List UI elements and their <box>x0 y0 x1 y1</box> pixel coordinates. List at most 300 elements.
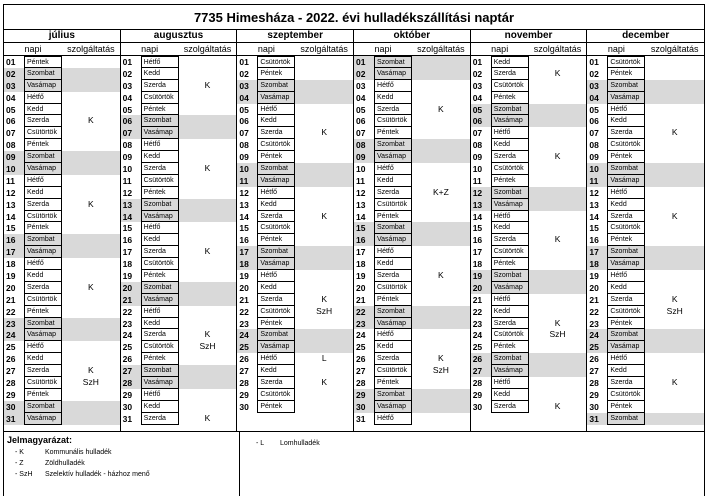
weekday-name: Szerda <box>607 377 645 389</box>
day-row <box>471 234 587 246</box>
service-code <box>62 329 120 341</box>
day-row <box>587 163 704 175</box>
day-number: 09 <box>4 152 24 162</box>
day-row <box>354 389 470 401</box>
day-number: 12 <box>589 187 599 198</box>
service-code <box>412 294 470 306</box>
day-row <box>354 151 470 163</box>
day-number: 13 <box>6 199 16 210</box>
day-row <box>471 294 587 306</box>
service-code <box>62 104 120 116</box>
day-number: 17 <box>472 247 483 258</box>
day-number: 02 <box>472 68 483 79</box>
day-row <box>4 377 120 389</box>
day-number: 01 <box>589 56 599 67</box>
day-row <box>587 270 704 282</box>
weekday-name: Szombat <box>141 115 179 127</box>
legend-item <box>7 469 236 480</box>
service-code <box>62 353 120 365</box>
service-code <box>179 175 237 187</box>
day-number: 15 <box>122 223 133 234</box>
service-code <box>179 282 237 294</box>
day-row <box>354 211 470 223</box>
day-row <box>354 234 470 246</box>
page-title: 7735 Himesháza - 2022. évi hulladékszállítási naptár <box>4 5 704 30</box>
day-row <box>237 187 353 199</box>
weekday-name: Hétfő <box>607 104 645 116</box>
legend-code: - L <box>256 440 265 447</box>
weekday-name: Hétfő <box>607 270 645 282</box>
day-row <box>354 270 470 282</box>
service-code <box>529 163 587 175</box>
service-code <box>62 139 120 151</box>
day-row <box>121 377 237 389</box>
weekday-name: Péntek <box>491 258 529 270</box>
weekday-name: Kedd <box>374 258 412 270</box>
weekday-name: Szerda <box>141 246 179 258</box>
day-number: 26 <box>239 354 249 365</box>
day-number: 02 <box>239 68 249 79</box>
service-code <box>412 329 470 341</box>
weekday-name: Szerda <box>374 104 412 116</box>
service-code <box>412 389 470 401</box>
day-number: 06 <box>589 116 599 127</box>
day-number: 01 <box>472 56 483 67</box>
service-code <box>179 151 237 163</box>
day-row <box>471 80 587 92</box>
day-number: 22 <box>472 306 483 317</box>
day-row <box>587 377 704 389</box>
weekday-name: Vasámap <box>141 127 179 139</box>
day-number: 17 <box>587 247 607 257</box>
service-code <box>62 306 120 318</box>
service-code <box>529 56 587 68</box>
day-number: 15 <box>354 223 374 233</box>
weekday-name: Csütörtök <box>141 341 179 353</box>
day-number: 28 <box>121 378 141 388</box>
service-code: K <box>671 127 678 138</box>
legend-item <box>7 458 236 469</box>
day-row <box>121 353 237 365</box>
service-code <box>295 282 353 294</box>
day-number: 19 <box>356 270 366 281</box>
day-row <box>4 306 120 318</box>
day-row <box>471 318 587 330</box>
weekday-name: Szerda <box>24 199 62 211</box>
day-number: 13 <box>589 199 599 210</box>
day-row <box>587 151 704 163</box>
day-row <box>237 175 353 187</box>
column-headers <box>237 43 353 56</box>
weekday-name: Hétfő <box>491 127 529 139</box>
legend <box>4 432 704 496</box>
service-code <box>529 104 587 116</box>
day-number: 25 <box>356 342 366 353</box>
day-number: 31 <box>356 413 366 424</box>
day-row <box>121 199 237 211</box>
day-number: 19 <box>6 270 16 281</box>
day-row <box>471 139 587 151</box>
day-number: 29 <box>239 389 249 400</box>
day-row <box>4 234 120 246</box>
service-code <box>645 56 704 68</box>
service-code <box>62 294 120 306</box>
day-row <box>587 115 704 127</box>
service-code <box>62 92 120 104</box>
day-number: 06 <box>6 116 16 127</box>
weekday-name: Hétfő <box>257 270 295 282</box>
weekday-name: Szerda <box>257 211 295 223</box>
day-number: 09 <box>122 152 133 163</box>
service-code <box>412 318 470 330</box>
day-number: 12 <box>6 187 16 198</box>
service-code <box>295 270 353 282</box>
day-number: 30 <box>472 401 483 412</box>
column-headers <box>121 43 237 56</box>
legend-left <box>4 432 240 496</box>
day-row <box>121 68 237 80</box>
service-code: K <box>204 412 211 423</box>
weekday-name: Kedd <box>257 115 295 127</box>
weekday-name: Kedd <box>607 115 645 127</box>
month-header: december <box>587 30 704 43</box>
day-number: 24 <box>4 330 24 340</box>
day-row <box>587 92 704 104</box>
day-number: 10 <box>4 164 24 174</box>
day-number: 16 <box>4 235 24 245</box>
day-row <box>4 127 120 139</box>
service-code <box>295 401 353 413</box>
day-row <box>237 270 353 282</box>
day-row <box>354 104 470 116</box>
weekday-name: Szombat <box>24 68 62 80</box>
service-code <box>62 175 120 187</box>
weekday-name: Szerda <box>607 211 645 223</box>
service-code: SzH <box>666 305 683 316</box>
weekday-name: Csütörtök <box>257 306 295 318</box>
weekday-name: Kedd <box>491 56 529 68</box>
day-number: 07 <box>239 128 249 139</box>
day-row <box>587 329 704 341</box>
day-number: 21 <box>239 294 249 305</box>
weekday-name: Szombat <box>374 222 412 234</box>
service-code: K <box>671 377 678 388</box>
day-number: 12 <box>239 187 249 198</box>
service-code <box>645 234 704 246</box>
day-number: 21 <box>356 294 366 305</box>
day-number: 03 <box>4 81 24 91</box>
day-row <box>121 234 237 246</box>
day-row <box>121 401 237 413</box>
weekday-name: Szombat <box>24 234 62 246</box>
month-column <box>237 30 354 431</box>
service-code <box>179 222 237 234</box>
service-code <box>412 127 470 139</box>
service-code <box>295 329 353 341</box>
weekday-name: Szombat <box>491 104 529 116</box>
weekday-name: Hétfő <box>24 258 62 270</box>
service-code <box>529 127 587 139</box>
service-code <box>412 80 470 92</box>
service-code: K <box>554 400 561 411</box>
day-row <box>237 318 353 330</box>
weekday-name: Kedd <box>491 139 529 151</box>
weekday-name: Szombat <box>491 270 529 282</box>
day-number: 28 <box>239 377 249 388</box>
day-number: 04 <box>356 92 366 103</box>
service-code <box>412 56 470 68</box>
service-code <box>529 353 587 365</box>
weekday-name: Szerda <box>257 294 295 306</box>
service-code: K <box>554 67 561 78</box>
service-code <box>62 246 120 258</box>
service-code: K <box>554 234 561 245</box>
service-code <box>179 318 237 330</box>
service-code <box>62 163 120 175</box>
day-number: 15 <box>239 223 249 234</box>
day-row <box>121 127 237 139</box>
day-number: 20 <box>121 283 141 293</box>
day-number: 24 <box>472 330 483 341</box>
weekday-name: Kedd <box>374 175 412 187</box>
day-number: 03 <box>237 81 257 91</box>
weekday-name: Péntek <box>607 151 645 163</box>
day-number: 28 <box>472 377 483 388</box>
day-row <box>587 139 704 151</box>
weekday-name: Vasámap <box>257 258 295 270</box>
service-code <box>529 199 587 211</box>
weekday-name: Hétfő <box>374 413 412 425</box>
service-code: K <box>88 198 94 209</box>
legend-label: Kommunális hulladék <box>45 449 112 456</box>
month-column <box>587 30 704 431</box>
day-column-header: napi <box>257 44 275 54</box>
day-row <box>4 80 120 92</box>
service-code <box>295 234 353 246</box>
day-row <box>4 318 120 330</box>
service-code <box>412 306 470 318</box>
service-code: K <box>88 281 94 292</box>
weekday-name: Péntek <box>257 68 295 80</box>
service-code <box>295 151 353 163</box>
service-code <box>295 365 353 377</box>
weekday-name: Csütörtök <box>257 389 295 401</box>
day-number: 19 <box>589 270 599 281</box>
weekday-name: Vasámap <box>24 246 62 258</box>
day-number: 04 <box>472 92 483 103</box>
weekday-name: Kedd <box>374 341 412 353</box>
day-row <box>121 211 237 223</box>
weekday-name: Vasámap <box>374 234 412 246</box>
day-row <box>237 127 353 139</box>
day-row <box>471 222 587 234</box>
weekday-name: Csütörtök <box>257 222 295 234</box>
service-code: K <box>321 293 328 304</box>
weekday-name: Vasámap <box>257 92 295 104</box>
weekday-name: Szombat <box>141 282 179 294</box>
day-row <box>237 294 353 306</box>
service-code <box>62 413 120 425</box>
day-number: 29 <box>472 389 483 400</box>
service-code: K+Z <box>432 186 449 197</box>
day-number: 02 <box>354 69 374 79</box>
day-number: 10 <box>587 164 607 174</box>
service-code <box>529 139 587 151</box>
day-number: 18 <box>356 259 366 270</box>
day-number: 23 <box>472 318 483 329</box>
service-code <box>529 175 587 187</box>
service-code <box>179 68 237 80</box>
day-row <box>587 175 704 187</box>
service-code <box>529 92 587 104</box>
weekday-name: Péntek <box>607 318 645 330</box>
weekday-name: Csütörtök <box>607 56 645 68</box>
service-code: L <box>321 353 327 364</box>
weekday-name: Kedd <box>607 282 645 294</box>
day-number: 17 <box>237 247 257 257</box>
service-code <box>295 389 353 401</box>
service-code <box>179 187 237 199</box>
day-row <box>354 199 470 211</box>
day-row <box>587 318 704 330</box>
service-code <box>645 68 704 80</box>
day-number: 23 <box>589 318 599 329</box>
service-code <box>412 151 470 163</box>
service-code <box>295 175 353 187</box>
day-number: 22 <box>239 306 249 317</box>
legend-label: Szelektív hulladék - házhoz menő <box>45 471 150 478</box>
service-code <box>179 199 237 211</box>
day-number: 22 <box>122 306 133 317</box>
day-number: 24 <box>237 330 257 340</box>
day-number: 21 <box>472 294 483 305</box>
day-row <box>121 163 237 175</box>
day-row <box>354 377 470 389</box>
day-row <box>587 56 704 68</box>
day-column-header: napi <box>374 44 392 54</box>
service-code <box>529 246 587 258</box>
service-code <box>295 341 353 353</box>
day-row <box>121 92 237 104</box>
service-code <box>62 258 120 270</box>
day-row <box>121 151 237 163</box>
day-row <box>121 246 237 258</box>
weekday-name: Csütörtök <box>607 139 645 151</box>
service-code <box>412 282 470 294</box>
weekday-name: Szerda <box>141 329 179 341</box>
weekday-name: Szombat <box>141 199 179 211</box>
day-row <box>587 234 704 246</box>
service-code <box>529 222 587 234</box>
day-column-header: napi <box>24 44 42 54</box>
day-row <box>354 246 470 258</box>
weekday-name: Péntek <box>491 175 529 187</box>
weekday-name: Hétfő <box>607 187 645 199</box>
weekday-name: Péntek <box>141 104 179 116</box>
day-row <box>587 104 704 116</box>
service-code <box>295 92 353 104</box>
weekday-name: Vasámap <box>607 258 645 270</box>
service-code <box>529 389 587 401</box>
weekday-name: Csütörtök <box>374 282 412 294</box>
day-row <box>587 365 704 377</box>
service-code: K <box>554 151 561 162</box>
weekday-name: Kedd <box>257 199 295 211</box>
day-number: 18 <box>472 259 483 270</box>
day-number: 16 <box>122 235 133 246</box>
service-code <box>295 80 353 92</box>
day-number: 29 <box>122 389 133 400</box>
weekday-name: Hétfő <box>374 163 412 175</box>
day-row <box>587 306 704 318</box>
weekday-name: Péntek <box>24 56 62 68</box>
service-code <box>295 115 353 127</box>
service-code: K <box>204 163 211 174</box>
service-code: SzH <box>199 341 216 352</box>
day-row <box>4 294 120 306</box>
weekday-name: Péntek <box>24 389 62 401</box>
service-code <box>179 401 237 413</box>
service-code <box>529 211 587 223</box>
day-row <box>587 199 704 211</box>
weekday-name: Csütörtök <box>374 199 412 211</box>
day-row <box>354 306 470 318</box>
weekday-name: Szombat <box>607 80 645 92</box>
service-code: K <box>321 127 328 138</box>
day-number: 23 <box>122 318 133 329</box>
service-code: K <box>554 317 561 328</box>
day-number: 02 <box>122 68 133 79</box>
service-code <box>179 127 237 139</box>
weekday-name: Csütörtök <box>24 211 62 223</box>
service-code <box>62 127 120 139</box>
day-row <box>354 175 470 187</box>
day-number: 01 <box>122 56 133 67</box>
day-row <box>4 329 120 341</box>
day-row <box>121 389 237 401</box>
weekday-name: Szombat <box>607 413 645 425</box>
day-number: 07 <box>589 128 599 139</box>
day-row <box>354 413 470 425</box>
day-number: 31 <box>122 413 133 424</box>
service-code: K <box>438 270 444 281</box>
day-number: 19 <box>471 271 491 281</box>
day-number: 28 <box>356 377 366 388</box>
service-code <box>529 282 587 294</box>
day-number: 08 <box>239 140 249 151</box>
weekday-name: Hétfő <box>374 80 412 92</box>
day-number: 15 <box>589 223 599 234</box>
service-code <box>645 270 704 282</box>
day-row <box>471 92 587 104</box>
day-row <box>4 270 120 282</box>
day-row <box>121 294 237 306</box>
day-row <box>471 270 587 282</box>
day-row <box>587 68 704 80</box>
weekday-name: Csütörtök <box>257 139 295 151</box>
weekday-name: Szombat <box>607 246 645 258</box>
service-code: SzH <box>549 329 566 340</box>
day-number: 18 <box>6 259 16 270</box>
day-row <box>354 329 470 341</box>
day-number: 29 <box>354 390 374 400</box>
weekday-name: Csütörtök <box>141 258 179 270</box>
day-number: 10 <box>237 164 257 174</box>
day-number: 06 <box>239 116 249 127</box>
weekday-name: Szerda <box>607 127 645 139</box>
day-row <box>237 401 353 413</box>
service-code <box>179 104 237 116</box>
